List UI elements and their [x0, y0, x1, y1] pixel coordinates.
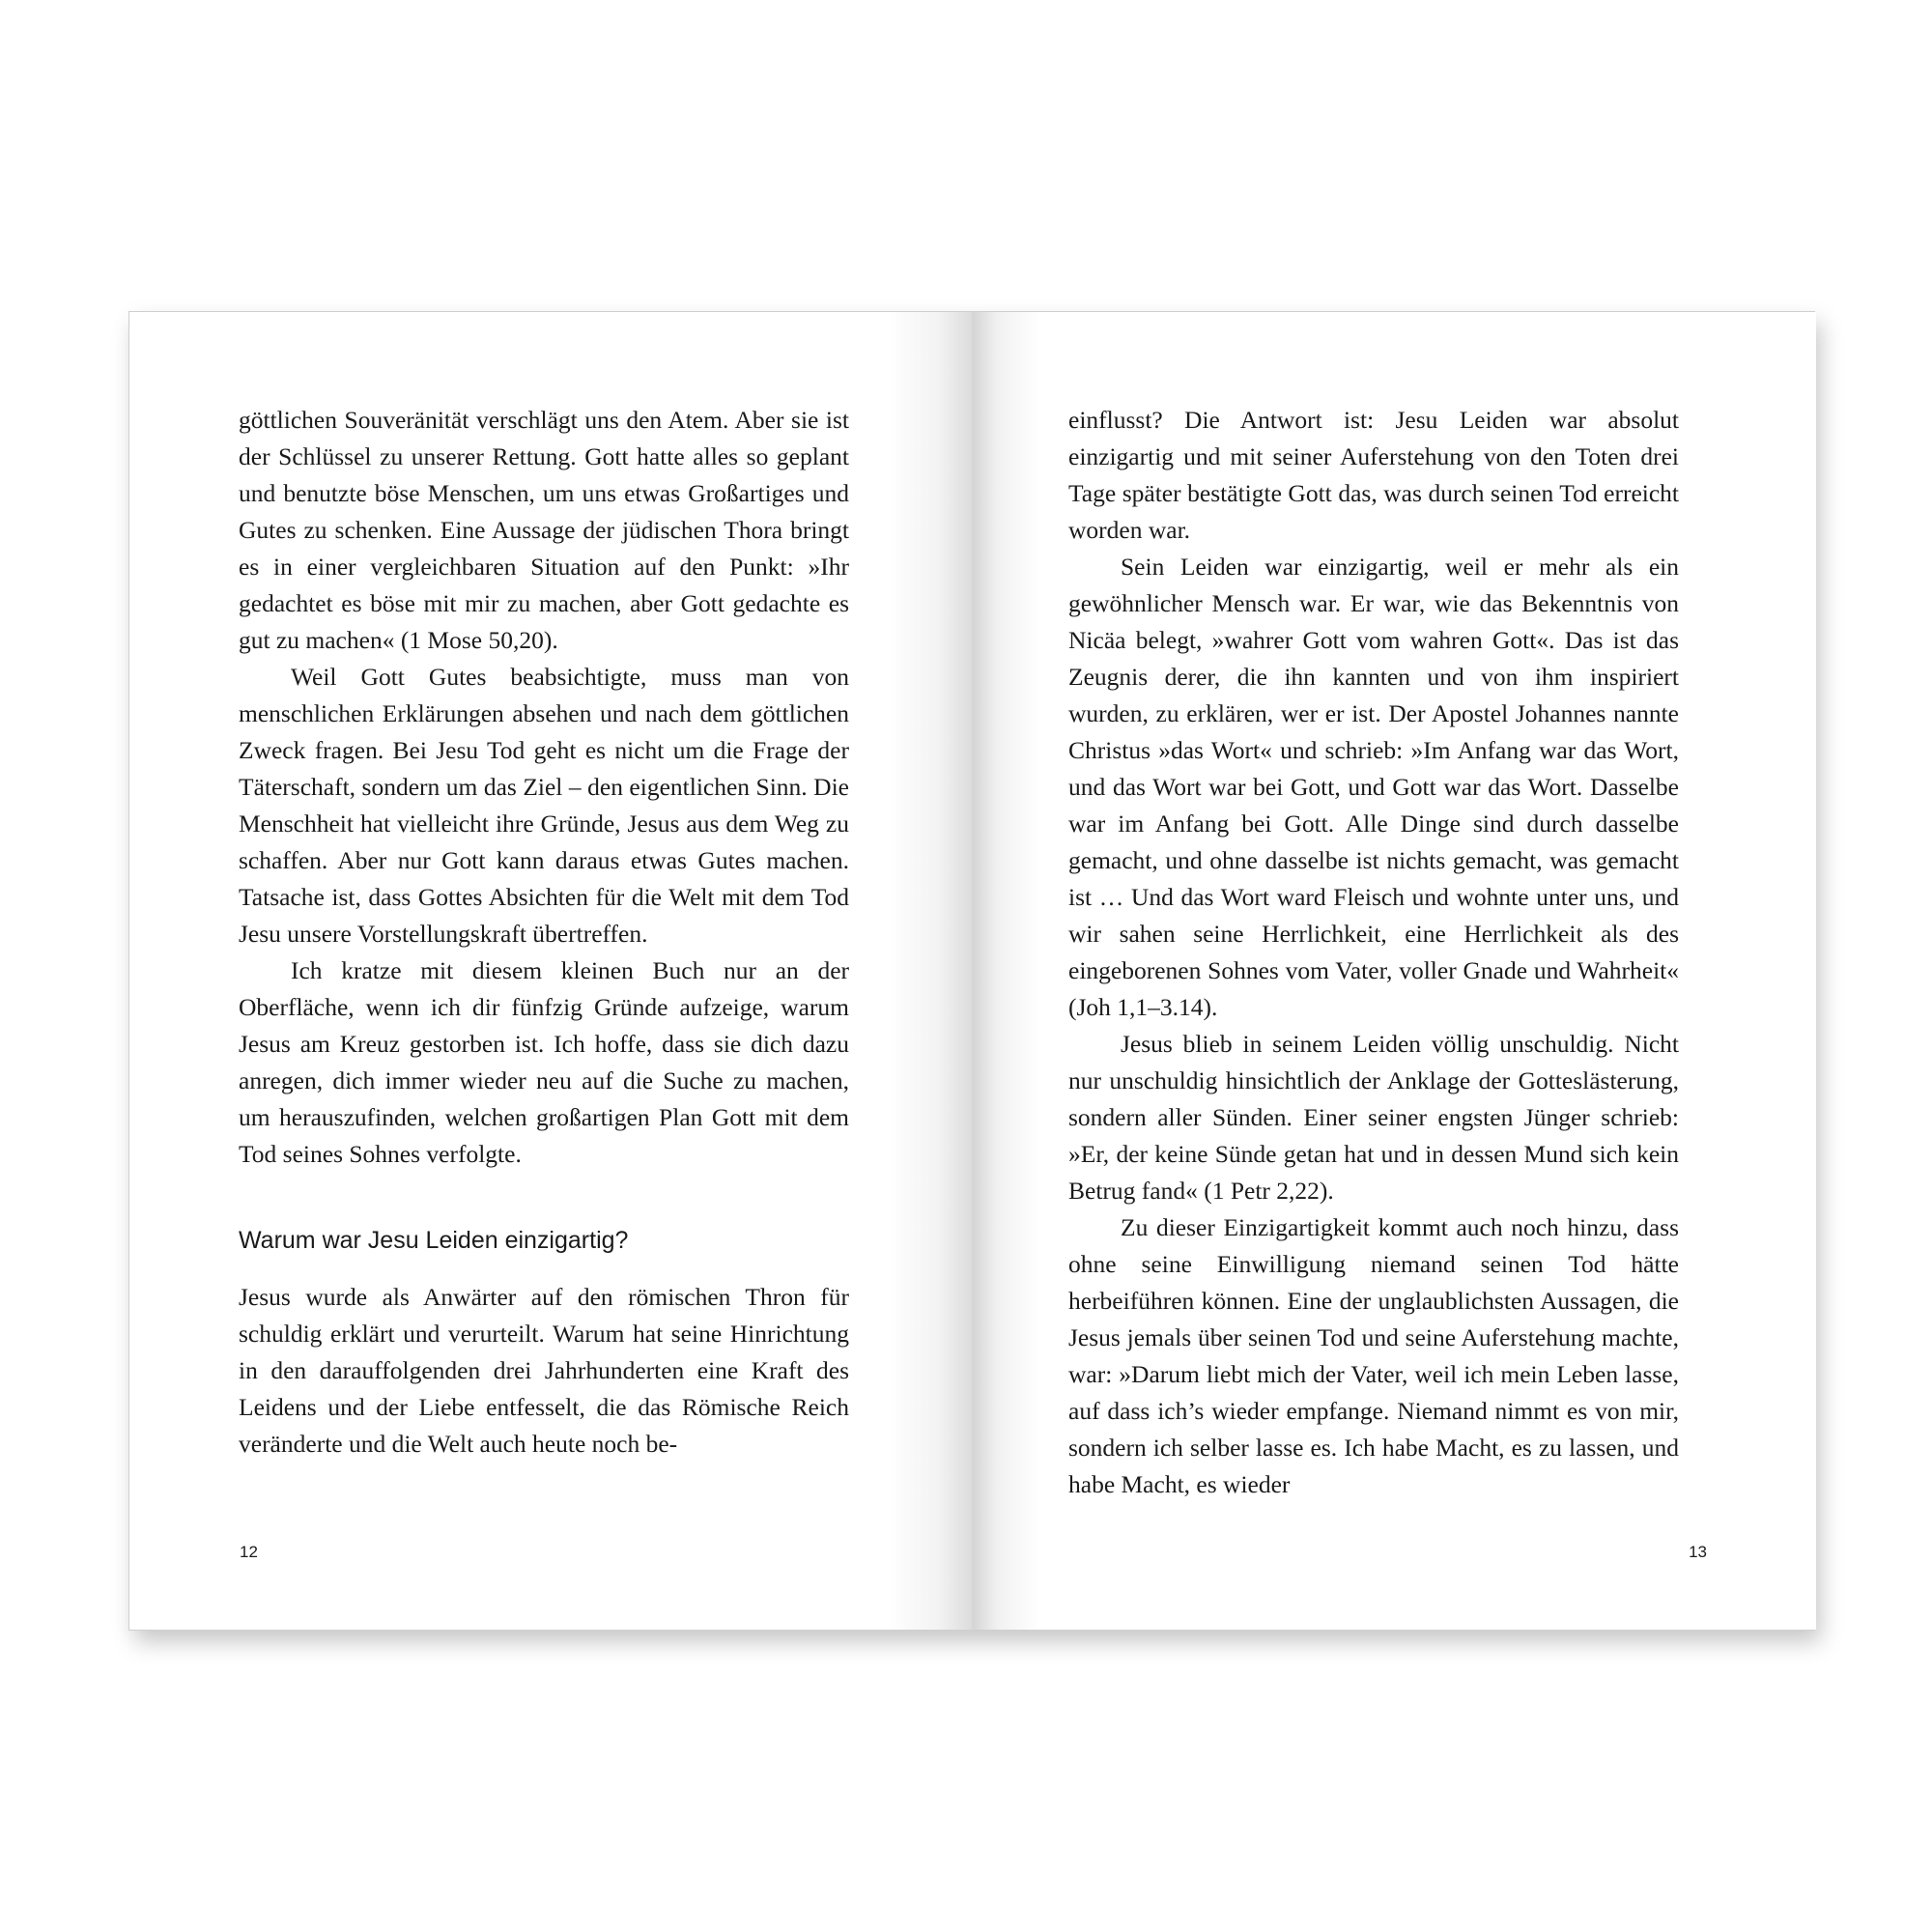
- right-paragraph-1: einflusst? Die Antwort ist: Jesu Leiden war absolut einzigartig und mit seiner Auferstehung von den Toten drei Tage später bestätigte Gott das, was durch seinen Tod erreicht worden war.: [1068, 406, 1679, 544]
- right-paragraph-2: Sein Leiden war einzigartig, weil er mehr als ein gewöhnlicher Mensch war. Er war, wie das Bekenntnis von Nicäa belegt, »wahrer Gott vom wahren Gott«. Das ist das Zeugnis derer, die ihn kannten und von ihm inspiriert wurden, zu erklären, wer er ist. Der Apostel Johannes nannte Christus »das Wort« und schrieb: »Im Anfang war das Wort, und das Wort war bei Gott, und Gott war das Wort. Dasselbe war im Anfang bei Gott. Alle Dinge sind durch dasselbe gemacht, und ohne dasselbe ist nichts gemacht, was gemacht ist … Und das Wort ward Fleisch und wohnte unter uns, und wir sahen seine Herrlichkeit, eine Herrlichkeit als des eingeborenen Sohnes vom Vater, voller Gnade und Wahrheit« (Joh 1,1–3.14).: [1068, 553, 1679, 1021]
- page-number-right: 13: [1689, 1543, 1707, 1561]
- right-page: [972, 312, 1816, 1630]
- left-page: [129, 312, 972, 1630]
- right-paragraph-3: Jesus blieb in seinem Leiden völlig unschuldig. Nicht nur unschuldig hinsichtlich der Anklage der Gotteslästerung, sondern aller Sünden. Einer seiner engsten Jünger schrieb: »Er, der keine Sünde getan hat und in dessen Mund sich kein Betrug fand« (1 Petr 2,22).: [1068, 1030, 1679, 1205]
- left-paragraph-1: göttlichen Souveränität verschlägt uns den Atem. Aber sie ist der Schlüssel zu unserer Rettung. Gott hatte alles so geplant und benutzte böse Menschen, um uns etwas Großartiges und Gutes zu schenken. Eine Aussage der jüdischen Thora bringt es in einer vergleichbaren Situation auf den Punkt: »Ihr gedachtet es böse mit mir zu machen, aber Gott gedachte es gut zu machen« (1 Mose 50,20).: [239, 406, 849, 654]
- page-number-left: 12: [240, 1543, 258, 1561]
- left-paragraph-2: Weil Gott Gutes beabsichtigte, muss man von menschlichen Erklärungen absehen und nach dem göttlichen Zweck fragen. Bei Jesu Tod geht es nicht um die Frage der Täterschaft, sondern um das Ziel – den eigentlichen Sinn. Die Menschheit hat vielleicht ihre Gründe, Jesus aus dem Weg zu schaffen. Aber nur Gott kann daraus etwas Gutes machen. Tatsache ist, dass Gottes Absichten für die Welt mit dem Tod Jesu unsere Vorstellungskraft übertreffen.: [239, 663, 849, 948]
- book-spread: [128, 311, 1815, 1631]
- right-paragraph-4: Zu dieser Einzigartigkeit kommt auch noch hinzu, dass ohne seine Einwilligung niemand seinen Tod hätte herbeiführen können. Eine der unglaublichsten Aussagen, die Jesus jemals über seinen Tod und seine Auferstehung machte, war: »Darum liebt mich der Vater, weil ich mein Leben lasse, auf dass ich’s wieder empfange. Niemand nimmt es von mir, sondern ich selber lasse es. Ich habe Macht, es zu lassen, und habe Macht, es wieder: [1068, 1213, 1679, 1498]
- right-page-body: [1068, 402, 1679, 1503]
- left-page-body: [239, 402, 849, 1463]
- section-heading: Warum war Jesu Leiden einzigartig?: [239, 1227, 629, 1254]
- left-paragraph-3: Ich kratze mit diesem kleinen Buch nur an der Oberfläche, wenn ich dir fünfzig Gründe aufzeige, warum Jesus am Kreuz gestorben ist. Ich hoffe, dass sie dich dazu anregen, dich immer wieder neu auf die Suche zu machen, um herauszufinden, welchen großartigen Plan Gott mit dem Tod seines Sohnes verfolgte.: [239, 956, 849, 1168]
- left-paragraph-4: Jesus wurde als Anwärter auf den römischen Thron für schuldig erklärt und verurteilt. Warum hat seine Hinrichtung in den darauffolgenden drei Jahrhunderten eine Kraft des Leidens und der Liebe entfesselt, die das Römische Reich veränderte und die Welt auch heute noch be-: [239, 1283, 849, 1458]
